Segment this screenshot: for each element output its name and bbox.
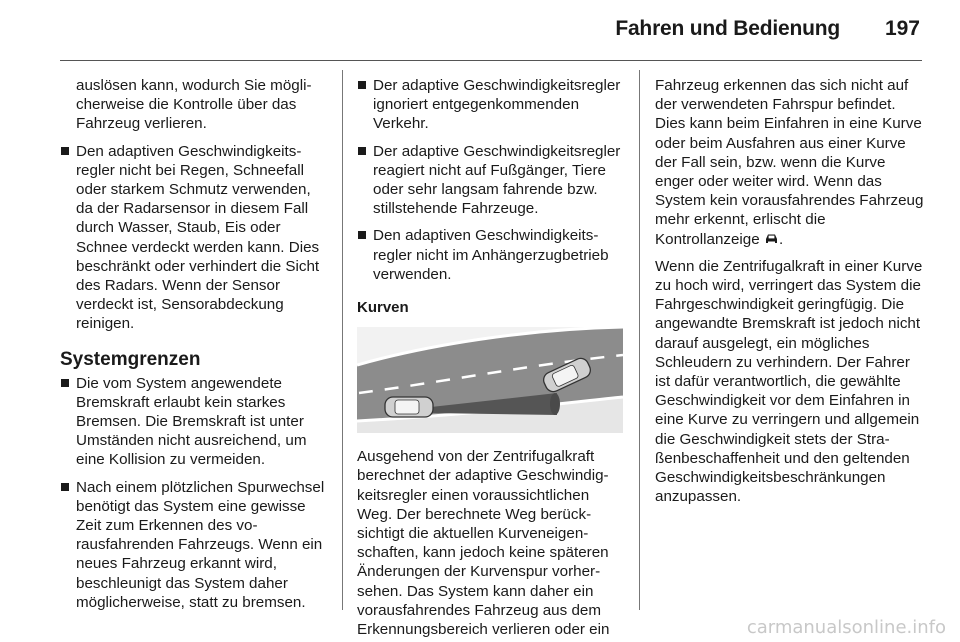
body-paragraph: Wenn die Zentrifugalkraft in einer Kurve zu hoch wird, verringert das System die Fahrgeschwindigkeit geringfügig. Die angewandte Bremskraft ist jedoch nicht darauf ausgelegt, ein mögliches Schleudern zu verhindern. Der Fahrer ist dafür verantwortlich, die gewählte Geschwindigkeit vor dem Einfahren in eine Kurve zu verringern und allgemein die Geschwindigkeit stets der Straßenbeschaffenheit und den geltenden Geschwindigkeitsbeschränkungen anzupassen. (655, 257, 923, 506)
bullet-list (60, 142, 330, 334)
paragraph-text: Fahrzeug erkennen das sich nicht auf der verwendeten Fahrspur befindet. Dies kann beim Einfahren in eine Kurve oder beim Ausfahren aus einer Kurve der Fall sein, bzw. wenn die Kurve enger oder weiter wird. Wenn das System kein vorausfahrendes Fahrzeug mehr erkennt, erlischt die Kontrollanzeige (655, 77, 924, 248)
section-heading: Systemgrenzen (60, 348, 201, 370)
subheading: Kurven (357, 299, 409, 317)
list-item: Der adaptive Geschwindigkeitsregler reagiert nicht auf Fußgänger, Tiere oder sehr langsam fahrende bzw. stillstehende Fahrzeuge. (357, 142, 625, 219)
page-header (0, 0, 960, 62)
column-divider (639, 70, 640, 610)
vehicle-ahead-indicator-icon (764, 233, 779, 245)
list-item: Der adaptive Geschwindigkeitsregler ignoriert entgegenkommenden Verkehr. (357, 76, 625, 134)
list-item: Den adaptiven Geschwindigkeitsregler nicht im Anhängerzugbetrieb verwenden. (357, 226, 625, 284)
page-title: Fahren und Bedienung (615, 17, 840, 40)
body-paragraph: Ausgehend von der Zentrifugalkraft berechnet der adaptive Geschwindigkeitsregler einen voraussichtlichen Weg. Der berechnete Weg berücksichtigt die aktuellen Kurveneigenschaften, kann jedoch keine späteren Änderungen der Kurvenspur vorhersehen. Das System kann daher ein vorausfahrendes Fahrzeug aus dem Erkennungsbereich verlieren oder ein (357, 448, 610, 639)
body-paragraph (655, 76, 925, 249)
column-2 (357, 76, 625, 639)
bullet-list (357, 76, 625, 284)
column-1 (60, 76, 330, 620)
header-rule (60, 60, 922, 61)
page-number: 197 (884, 17, 920, 40)
list-item: Nach einem plötzlichen Spurwechsel benötigt das System eine gewisse Zeit zum Erkennen des vorausfahrenden Fahrzeugs. Wenn ein neues Fahrzeug erkannt wird, beschleunigt das System daher möglicherweise, statt zu bremsen. (60, 478, 330, 612)
own-vehicle (385, 397, 433, 417)
paragraph-text: . (778, 230, 784, 248)
column-3 (655, 76, 925, 514)
column-divider (342, 70, 343, 610)
curve-radar-illustration (357, 327, 623, 433)
list-item: Den adaptiven Geschwindigkeitsregler nicht bei Regen, Schneefall oder starkem Schmutz verwenden, da der Radarsensor in diesem Fall durch Wasser, Staub, Eis oder Schnee verdeckt werden kann. Dies beschränkt oder verhindert die Sicht des Radars. Wenn der Sensor verdeckt ist, Sensorabdeckung reinigen. (60, 142, 330, 334)
bullet-list (60, 374, 330, 612)
continuation-text: auslösen kann, wodurch Sie möglicherweise die Kontrolle über das Fahrzeug verlieren. (76, 77, 312, 133)
list-item: Die vom System angewendete Bremskraft erlaubt kein starkes Bremsen. Die Bremskraft ist unter Umständen nicht ausreichend, um eine Kollision zu vermeiden. (60, 374, 330, 470)
watermark: carmanualsonline.info (746, 617, 946, 638)
